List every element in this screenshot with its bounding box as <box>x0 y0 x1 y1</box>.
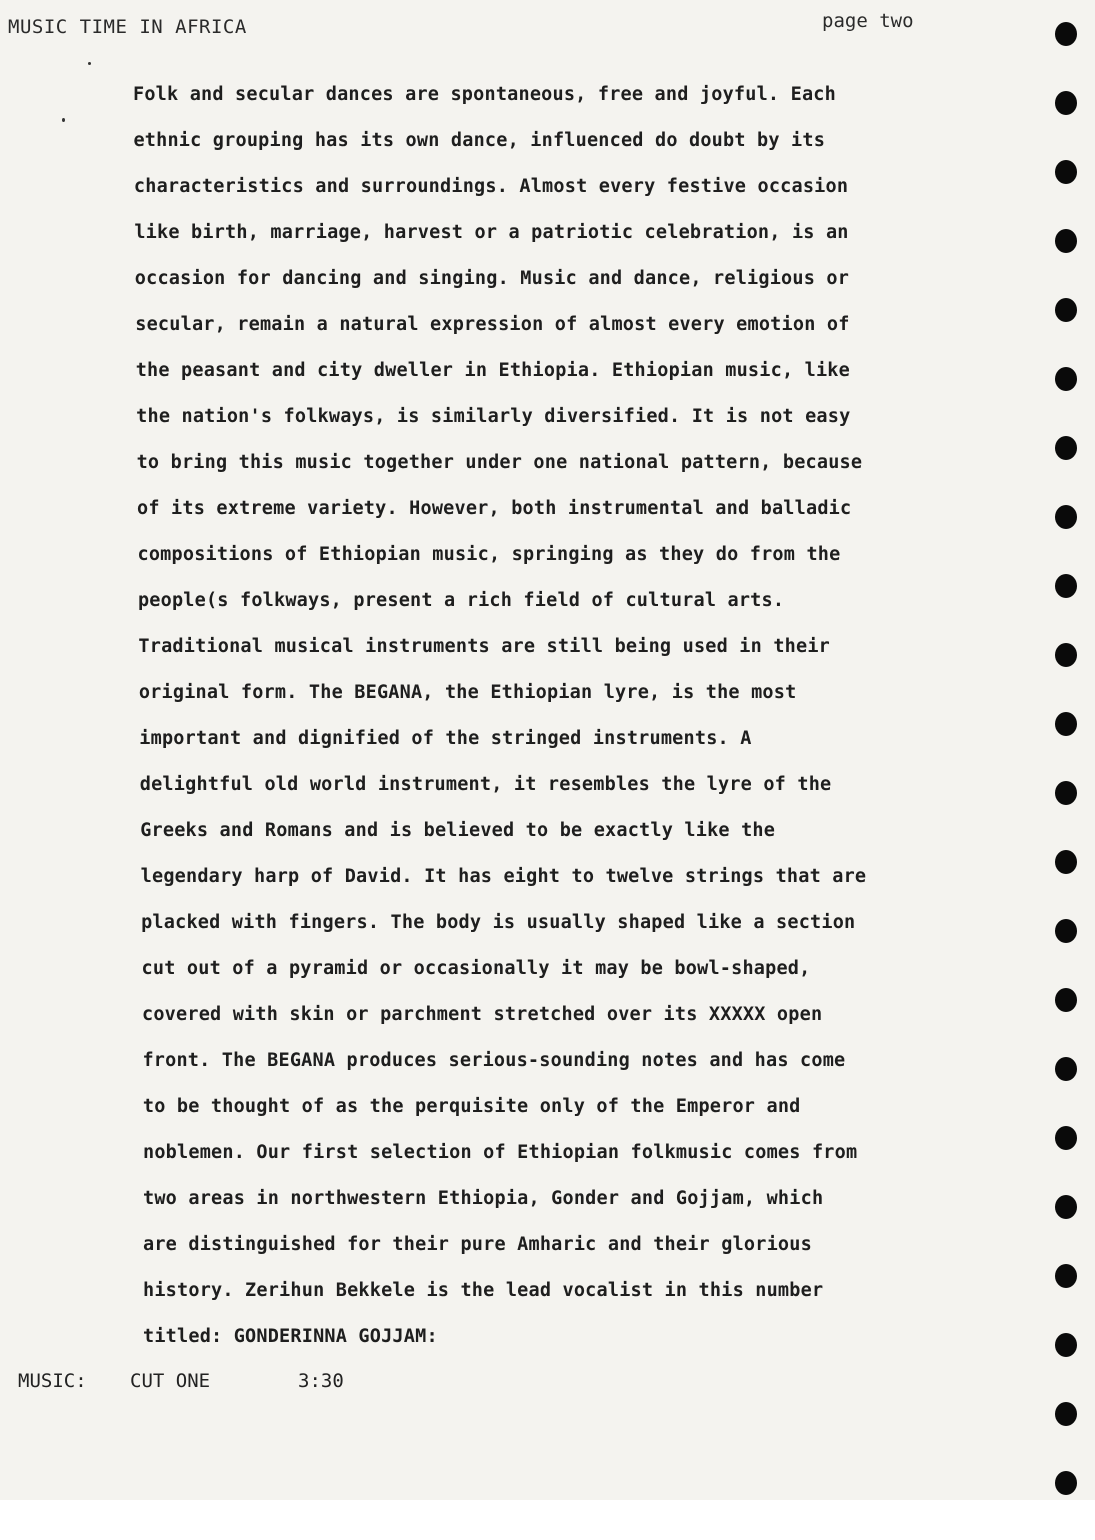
body-line: occasion for dancing and singing. Music and dance, religious or <box>134 268 850 289</box>
body-line: front. The BEGANA produces serious-sounding notes and has come <box>142 1050 846 1071</box>
document-title: MUSIC TIME IN AFRICA <box>8 16 247 38</box>
body-line: characteristics and surroundings. Almost every festive occasion <box>133 176 849 197</box>
music-cue-label: MUSIC: <box>18 1370 87 1392</box>
body-line: delightful old world instrument, it resembles the lyre of the <box>139 774 832 795</box>
binder-hole <box>1055 850 1077 874</box>
binder-hole <box>1055 574 1077 598</box>
body-line: legendary harp of David. It has eight to twelve strings that are <box>140 866 867 887</box>
body-line: the peasant and city dweller in Ethiopia. Ethiopian music, like <box>135 360 850 381</box>
binder-hole <box>1055 1126 1077 1150</box>
binder-hole <box>1055 436 1077 460</box>
body-line: noblemen. Our first selection of Ethiopian folkmusic comes from <box>143 1142 858 1163</box>
body-line: cut out of a pyramid or occasionally it may be bowl-shaped, <box>141 958 811 979</box>
body-text <box>133 72 1033 1360</box>
ink-speck <box>62 118 65 122</box>
body-line: the nation's folkways, is similarly diversified. It is not easy <box>136 406 851 427</box>
ink-speck <box>88 62 91 65</box>
binder-holes <box>1055 22 1081 1540</box>
body-line: important and dignified of the stringed instruments. A <box>139 728 752 749</box>
body-line: history. Zerihun Bekkele is the lead vocalist in this number <box>143 1280 824 1301</box>
binder-hole <box>1055 298 1077 322</box>
body-line: people(s folkways, present a rich field of cultural arts. <box>137 590 785 611</box>
body-line: Folk and secular dances are spontaneous, free and joyful. Each <box>133 84 836 105</box>
body-line: titled: GONDERINNA GOJJAM: <box>143 1326 438 1347</box>
binder-hole <box>1055 1333 1077 1357</box>
binder-hole <box>1055 643 1077 667</box>
body-line: two areas in northwestern Ethiopia, Gonder and Gojjam, which <box>143 1188 824 1209</box>
binder-hole <box>1055 1471 1077 1495</box>
binder-hole <box>1055 160 1077 184</box>
binder-hole <box>1055 1264 1077 1288</box>
body-line: to bring this music together under one national pattern, because <box>136 452 863 473</box>
binder-hole <box>1055 1057 1077 1081</box>
binder-hole <box>1055 1195 1077 1219</box>
body-line: original form. The BEGANA, the Ethiopian lyre, is the most <box>138 682 797 703</box>
body-line: to be thought of as the perquisite only of the Emperor and <box>142 1096 801 1117</box>
page-number-label: page two <box>822 10 914 32</box>
music-cue <box>18 1370 344 1392</box>
music-cue-duration: 3:30 <box>298 1370 344 1392</box>
body-line: ethnic grouping has its own dance, influenced do doubt by its <box>133 130 826 151</box>
binder-hole <box>1055 781 1077 805</box>
body-line: are distinguished for their pure Amharic and their glorious <box>143 1234 812 1255</box>
body-line: of its extreme variety. However, both instrumental and balladic <box>137 498 852 519</box>
binder-hole <box>1055 367 1077 391</box>
binder-hole <box>1055 988 1077 1012</box>
body-line: Greeks and Romans and is believed to be exactly like the <box>140 820 776 841</box>
body-line: secular, remain a natural expression of almost every emotion of <box>135 314 850 335</box>
body-line: covered with skin or parchment stretched over its XXXXX open <box>142 1004 823 1025</box>
binder-hole <box>1055 1402 1077 1426</box>
binder-hole <box>1055 229 1077 253</box>
music-cue-cut: CUT ONE <box>130 1370 211 1392</box>
binder-hole <box>1055 712 1077 736</box>
binder-hole <box>1055 919 1077 943</box>
binder-hole <box>1055 505 1077 529</box>
binder-hole <box>1055 91 1077 115</box>
body-line: like birth, marriage, harvest or a patriotic celebration, is an <box>134 222 849 243</box>
body-line: compositions of Ethiopian music, springing as they do from the <box>137 544 841 565</box>
binder-hole <box>1055 22 1077 46</box>
body-line: Traditional musical instruments are still being used in their <box>138 636 831 657</box>
body-line: placked with fingers. The body is usually shaped like a section <box>141 912 856 933</box>
